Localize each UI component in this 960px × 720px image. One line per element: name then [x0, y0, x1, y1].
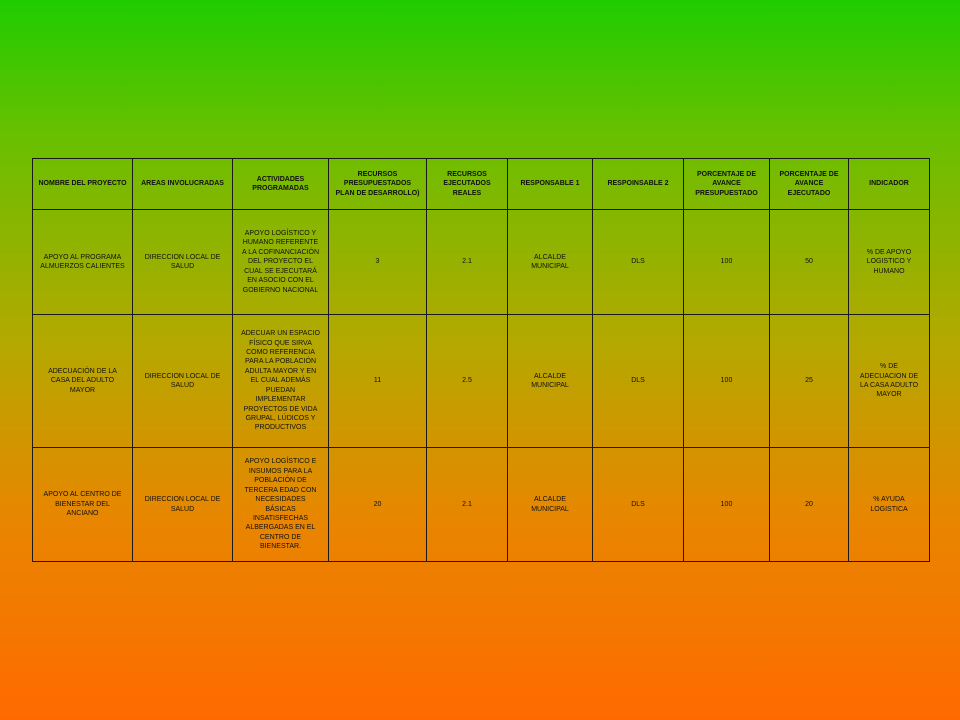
header-responsable-1: RESPONSABLE 1 — [508, 159, 593, 210]
table-row — [33, 315, 930, 448]
cell-responsable-2: DLS — [593, 315, 684, 448]
header-recursos-ejecutados: RECURSOS EJECUTADOS REALES — [427, 159, 508, 210]
cell-presupuestados: 20 — [329, 448, 427, 562]
cell-avance-ejecutado: 20 — [770, 448, 849, 562]
cell-responsable-1: ALCALDE MUNICIPAL — [508, 210, 593, 315]
header-porcentaje-presupuestado: PORCENTAJE DE AVANCE PRESUPUESTADO — [684, 159, 770, 210]
header-indicador: INDICADOR — [849, 159, 930, 210]
cell-areas: DIRECCION LOCAL DE SALUD — [133, 210, 233, 315]
cell-indicador: % AYUDA LOGISTICA — [849, 448, 930, 562]
cell-avance-presupuestado: 100 — [684, 448, 770, 562]
cell-responsable-2: DLS — [593, 448, 684, 562]
header-porcentaje-ejecutado: PORCENTAJE DE AVANCE EJECUTADO — [770, 159, 849, 210]
cell-areas: DIRECCION LOCAL DE SALUD — [133, 315, 233, 448]
cell-indicador: % DE APOYO LOGISTICO Y HUMANO — [849, 210, 930, 315]
table-row — [33, 210, 930, 315]
header-row — [33, 159, 930, 210]
cell-avance-presupuestado: 100 — [684, 210, 770, 315]
cell-responsable-1: ALCALDE MUNICIPAL — [508, 448, 593, 562]
cell-indicador: % DE ADECUACION DE LA CASA ADULTO MAYOR — [849, 315, 930, 448]
cell-ejecutados: 2.5 — [427, 315, 508, 448]
cell-ejecutados: 2.1 — [427, 210, 508, 315]
cell-presupuestados: 11 — [329, 315, 427, 448]
cell-areas: DIRECCION LOCAL DE SALUD — [133, 448, 233, 562]
header-areas-involucradas: AREAS INVOLUCRADAS — [133, 159, 233, 210]
cell-ejecutados: 2.1 — [427, 448, 508, 562]
cell-actividades: APOYO LOGÍSTICO E INSUMOS PARA LA POBLACIÓN DE TERCERA EDAD CON NECESIDADES BÁSICAS INSATISFECHAS ALBERGADAS EN EL CENTRO DE BIENESTAR. — [233, 448, 329, 562]
header-nombre-proyecto: NOMBRE DEL PROYECTO — [33, 159, 133, 210]
cell-responsable-1: ALCALDE MUNICIPAL — [508, 315, 593, 448]
cell-avance-ejecutado: 50 — [770, 210, 849, 315]
cell-actividades: APOYO LOGÍSTICO Y HUMANO REFERENTE A LA COFINANCIACIÓN DEL PROYECTO EL CUAL SE EJECUTARÁ EN ASOCIO CON EL GOBIERNO NACIONAL — [233, 210, 329, 315]
projects-table — [32, 158, 930, 562]
header-actividades-programadas: ACTIVIDADES PROGRAMADAS — [233, 159, 329, 210]
header-responsable-2: RESPOINSABLE 2 — [593, 159, 684, 210]
cell-avance-ejecutado: 25 — [770, 315, 849, 448]
cell-proyecto: APOYO AL PROGRAMA ALMUERZOS CALIENTES — [33, 210, 133, 315]
cell-presupuestados: 3 — [329, 210, 427, 315]
table-row — [33, 448, 930, 562]
cell-proyecto: ADECUACIÓN DE LA CASA DEL ADULTO MAYOR — [33, 315, 133, 448]
cell-proyecto: APOYO AL CENTRO DE BIENESTAR DEL ANCIANO — [33, 448, 133, 562]
cell-responsable-2: DLS — [593, 210, 684, 315]
header-recursos-presupuestados: RECURSOS PRESUPUESTADOS PLAN DE DESARROLLO) — [329, 159, 427, 210]
cell-avance-presupuestado: 100 — [684, 315, 770, 448]
cell-actividades: ADECUAR UN ESPACIO FÍSICO QUE SIRVA COMO REFERENCIA PARA LA POBLACIÓN ADULTA MAYOR Y EN EL CUAL ADEMÁS PUEDAN IMPLEMENTAR PROYECTOS DE VIDA GRUPAL, LÚDICOS Y PRODUCTIVOS — [233, 315, 329, 448]
